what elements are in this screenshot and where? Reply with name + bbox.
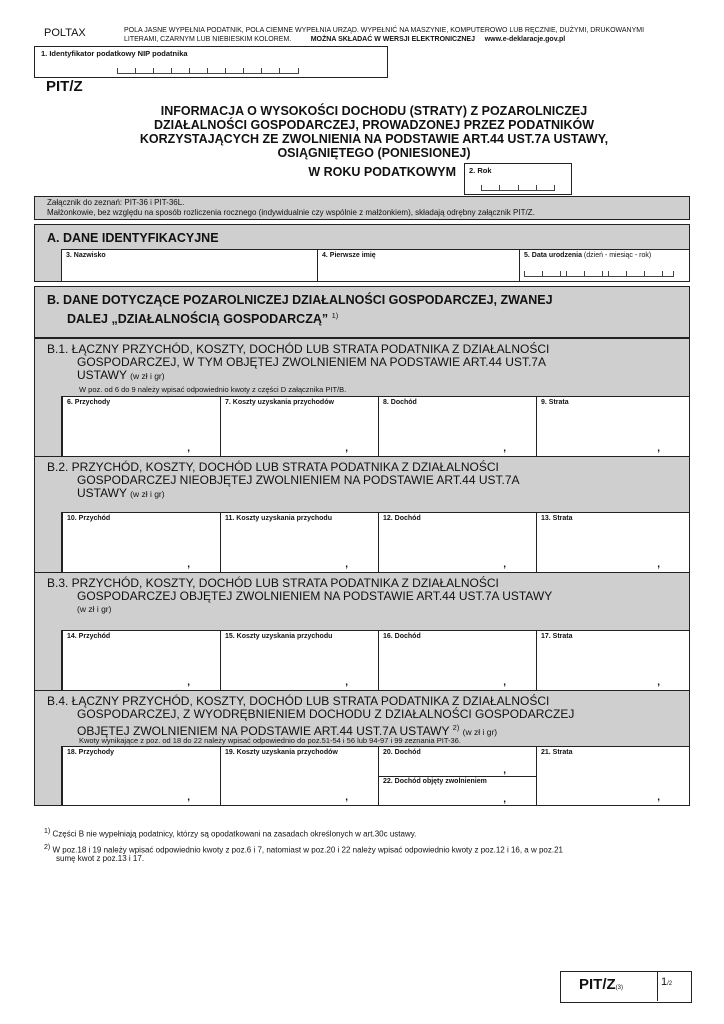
field-14-przychod[interactable] bbox=[62, 631, 220, 690]
birth-date-title: 5. Data urodzenia bbox=[524, 252, 582, 259]
footer-form-code bbox=[579, 976, 623, 993]
nip-label: 1. Identyfikator podatkowy NIP podatnika bbox=[41, 49, 188, 58]
instructions-line-2c: www.e-deklaracje.gov.pl bbox=[484, 36, 566, 43]
b1-note: W poz. od 6 do 9 należy wpisać odpowiednio kwoty z części D załącznika PIT/B. bbox=[79, 385, 347, 394]
section-a-title: A. DANE IDENTYFIKACYJNE bbox=[47, 231, 219, 245]
b2-fields bbox=[62, 512, 690, 572]
footnote-2-cont: sumę kwot z poz.13 i 17. bbox=[56, 854, 145, 863]
field-21-label: 21. Strata bbox=[541, 749, 573, 756]
page-total: /2 bbox=[667, 981, 673, 987]
field-15-label: 15. Koszty uzyskania przychodu bbox=[225, 633, 333, 640]
field-6-label: 6. Przychody bbox=[67, 399, 111, 406]
b3-title-line-1: B.3. PRZYCHÓD, KOSZTY, DOCHÓD LUB STRATA PODATNIKA Z DZIAŁALNOŚCI bbox=[47, 576, 499, 590]
field-9-comma: , bbox=[657, 443, 660, 454]
b1-title-line-3 bbox=[47, 369, 687, 383]
field-17-comma: , bbox=[657, 677, 660, 688]
year-field-label: 2. Rok bbox=[469, 166, 492, 175]
field-14-label: 14. Przychód bbox=[67, 633, 111, 640]
page-current: 1 bbox=[661, 976, 668, 988]
footnote-2-text: W poz.18 i 19 należy wpisać odpowiednio kwoty z poz.6 i 7, natomiast w poz.20 i 22 należy wpisać odpowiednio kwoty z poz.12 i 16, a w poz.21 bbox=[52, 845, 563, 855]
field-19-comma: , bbox=[345, 792, 348, 803]
field-11-comma: , bbox=[345, 559, 348, 570]
b4-title-line-1: B.4. ŁĄCZNY PRZYCHÓD, KOSZTY, DOCHÓD LUB STRATA PODATNIKA Z DZIAŁALNOŚCI bbox=[47, 694, 550, 708]
surname-label: 3. Nazwisko bbox=[66, 252, 106, 259]
field-13-label: 13. Strata bbox=[541, 515, 573, 522]
field-13-comma: , bbox=[657, 559, 660, 570]
field-14-comma: , bbox=[187, 677, 190, 688]
footnote-2-mark: 2) bbox=[44, 844, 51, 851]
title-line-4: OSIĄGNIĘTEGO (PONIESIONEJ) bbox=[277, 146, 471, 160]
b4-title bbox=[47, 695, 687, 739]
field-18-label: 18. Przychody bbox=[67, 749, 115, 756]
field-20-comma: , bbox=[503, 765, 506, 776]
field-15-koszty[interactable] bbox=[220, 631, 378, 690]
field-19-label: 19. Koszty uzyskania przychodów bbox=[225, 749, 338, 756]
birth-date-comb bbox=[524, 270, 674, 277]
b2-title-line-3-text: USTAWY bbox=[77, 486, 127, 500]
section-b-footnote-ref: 1) bbox=[331, 311, 339, 320]
form-code: PIT/Z bbox=[46, 78, 83, 95]
field-11-label: 11. Koszty uzyskania przychodu bbox=[225, 515, 332, 522]
field-6-przychody[interactable] bbox=[62, 397, 220, 456]
field-8-label: 8. Dochód bbox=[383, 399, 417, 406]
field-21-strata[interactable] bbox=[536, 747, 690, 805]
footnote-1-mark: 1) bbox=[44, 828, 51, 835]
footer-divider bbox=[657, 972, 658, 1001]
year-label: W ROKU PODATKOWYM bbox=[308, 165, 456, 179]
b3-fields bbox=[62, 630, 690, 690]
b2-title bbox=[47, 461, 687, 501]
field-22-comma: , bbox=[503, 794, 506, 805]
b4-header bbox=[34, 690, 690, 746]
b4-fields bbox=[62, 746, 690, 806]
nip-comb bbox=[117, 67, 299, 74]
b4-footnote-ref: 2) bbox=[452, 723, 460, 732]
birth-date-field[interactable] bbox=[519, 249, 689, 281]
first-name-label: 4. Pierwsze imię bbox=[322, 252, 376, 259]
footer-code-text: PIT/Z bbox=[579, 976, 616, 993]
b3-header bbox=[34, 572, 690, 630]
field-13-strata[interactable] bbox=[536, 513, 690, 572]
field-22-dochod-zwolniony[interactable] bbox=[379, 776, 536, 805]
field-8-comma: , bbox=[503, 443, 506, 454]
instructions-line-2a: LITERAMI, CZARNYM LUB NIEBIESKIM KOLOREM. bbox=[124, 36, 292, 43]
field-17-label: 17. Strata bbox=[541, 633, 573, 640]
form-title bbox=[80, 104, 668, 160]
instructions-line-2b: MOŻNA SKŁADAĆ W WERSJI ELEKTRONICZNEJ bbox=[310, 36, 475, 43]
page-number bbox=[661, 976, 672, 988]
field-7-comma: , bbox=[345, 443, 348, 454]
b2-title-line-3 bbox=[47, 487, 687, 501]
attachment-line-1: Załącznik do zeznań: PIT-36 i PIT-36L. bbox=[47, 198, 185, 207]
field-12-comma: , bbox=[503, 559, 506, 570]
section-a bbox=[34, 224, 690, 282]
field-10-przychod[interactable] bbox=[62, 513, 220, 572]
field-22-label: 22. Dochód objęty zwolnieniem bbox=[383, 778, 487, 785]
field-20-22-column bbox=[378, 747, 536, 805]
footer-version: (3) bbox=[615, 985, 624, 991]
surname-field[interactable] bbox=[61, 249, 317, 281]
b1-title-line-2: GOSPODARCZEJ, W TYM OBJĘTEJ ZWOLNIENIEM NA PODSTAWIE ART.44 UST.7A bbox=[77, 355, 546, 369]
field-18-comma: , bbox=[187, 792, 190, 803]
title-line-2: DZIAŁALNOŚCI GOSPODARCZEJ, PROWADZONEJ PRZEZ PODATNIKÓW bbox=[153, 118, 595, 132]
field-16-comma: , bbox=[503, 677, 506, 688]
instructions-line-2 bbox=[124, 35, 684, 44]
b2-unit: (w zł i gr) bbox=[130, 489, 165, 499]
b2-header bbox=[34, 456, 690, 512]
b1-title-line-3-text: USTAWY bbox=[77, 368, 127, 382]
field-6-comma: , bbox=[187, 443, 190, 454]
section-b-title-line-2 bbox=[47, 308, 677, 327]
section-b-title-line-2-text: DALEJ „DZIAŁALNOŚCIĄ GOSPODARCZĄ” bbox=[67, 312, 329, 327]
birth-date-label bbox=[524, 252, 651, 259]
field-10-label: 10. Przychód bbox=[67, 515, 111, 522]
section-b bbox=[34, 286, 690, 338]
section-a-fields bbox=[61, 249, 689, 281]
field-18-przychody[interactable] bbox=[62, 747, 220, 805]
field-16-dochod[interactable] bbox=[378, 631, 536, 690]
field-12-dochod[interactable] bbox=[378, 513, 536, 572]
b4-title-line-2: GOSPODARCZEJ, Z WYODRĘBNIENIEM DOCHODU Z DZIAŁALNOŚCI GOSPODARCZEJ bbox=[77, 707, 575, 721]
b3-left-margin bbox=[34, 630, 62, 690]
field-15-comma: , bbox=[345, 677, 348, 688]
birth-date-hint: (dzień - miesiąc - rok) bbox=[583, 252, 652, 259]
b4-unit: (w zł i gr) bbox=[462, 727, 498, 737]
b3-title-line-2: GOSPODARCZEJ OBJĘTEJ ZWOLNIENIEM NA PODSTAWIE ART.44 UST.7A USTAWY bbox=[77, 589, 553, 603]
field-9-label: 9. Strata bbox=[541, 399, 569, 406]
fill-instructions bbox=[124, 26, 684, 44]
b4-note: Kwoty wynikające z poz. od 18 do 22 należy wpisać odpowiednio do poz.51-54 i 56 lub 94-97 i 99 zeznania PIT-36. bbox=[79, 736, 461, 745]
attachment-line-2: Małżonkowie, bez względu na sposób rozliczenia rocznego (indywidualnie czy wspólnie z małżonkiem), składają odrębny załącznik PIT/Z. bbox=[47, 208, 535, 217]
footnote-1-text: Części B nie wypełniają podatnicy, którzy są opodatkowani na zasadach określonych w art.30c ustawy. bbox=[52, 829, 417, 839]
b2-left-margin bbox=[34, 512, 62, 572]
b1-fields bbox=[62, 396, 690, 456]
b1-title-line-1: B.1. ŁĄCZNY PRZYCHÓD, KOSZTY, DOCHÓD LUB STRATA PODATNIKA Z DZIAŁALNOŚCI bbox=[47, 342, 550, 356]
b4-left-margin bbox=[34, 746, 62, 806]
b2-title-line-1: B.2. PRZYCHÓD, KOSZTY, DOCHÓD LUB STRATA PODATNIKA Z DZIAŁALNOŚCI bbox=[47, 460, 499, 474]
first-name-field[interactable] bbox=[317, 249, 519, 281]
field-10-comma: , bbox=[187, 559, 190, 570]
title-line-1: INFORMACJA O WYSOKOŚCI DOCHODU (STRATY) Z POZAROLNICZEJ bbox=[160, 104, 588, 118]
poltax-label: POLTAX bbox=[44, 27, 86, 39]
field-17-strata[interactable] bbox=[536, 631, 690, 690]
footnote-1 bbox=[44, 827, 684, 840]
nip-field[interactable] bbox=[34, 46, 388, 78]
field-20-dochod[interactable] bbox=[379, 747, 536, 777]
field-11-koszty[interactable] bbox=[220, 513, 378, 572]
section-b-title-line-1: B. DANE DOTYCZĄCE POZAROLNICZEJ DZIAŁALNOŚCI GOSPODARCZEJ, ZWANEJ bbox=[47, 293, 553, 307]
title-line-3: KORZYSTAJĄCYCH ZE ZWOLNIENIA NA PODSTAWIE ART.44 UST.7A USTAWY, bbox=[139, 132, 609, 146]
field-12-label: 12. Dochód bbox=[383, 515, 421, 522]
b3-unit: (w zł i gr) bbox=[77, 604, 112, 614]
field-16-label: 16. Dochód bbox=[383, 633, 421, 640]
field-7-label: 7. Koszty uzyskania przychodów bbox=[225, 399, 334, 406]
field-20-label: 20. Dochód bbox=[383, 749, 421, 756]
b1-title bbox=[47, 343, 687, 383]
field-7-koszty[interactable] bbox=[220, 397, 378, 456]
b1-unit: (w zł i gr) bbox=[130, 371, 165, 381]
b1-header bbox=[34, 338, 690, 396]
b4-title-line-3-text: OBJĘTEJ ZWOLNIENIEM NA PODSTAWIE ART.44 UST.7A USTAWY bbox=[77, 724, 450, 738]
page-footer bbox=[560, 971, 692, 1003]
field-19-koszty[interactable] bbox=[220, 747, 378, 805]
field-8-dochod[interactable] bbox=[378, 397, 536, 456]
year-field[interactable] bbox=[464, 163, 572, 195]
year-comb bbox=[481, 184, 555, 191]
field-9-strata[interactable] bbox=[536, 397, 690, 456]
field-21-comma: , bbox=[657, 792, 660, 803]
instructions-line-1: POLA JASNE WYPEŁNIA PODATNIK, POLA CIEMNE WYPEŁNIA URZĄD. WYPEŁNIĆ NA MASZYNIE, KOMPUTEROWO LUB RĘCZNIE, DUŻYMI, DRUKOWANYMI bbox=[124, 27, 645, 34]
b1-left-margin bbox=[34, 396, 62, 456]
section-b-title bbox=[47, 292, 677, 327]
attachment-info bbox=[34, 196, 690, 220]
b2-title-line-2: GOSPODARCZEJ NIEOBJĘTEJ ZWOLNIENIEM NA PODSTAWIE ART.44 UST.7A bbox=[77, 473, 520, 487]
b3-title bbox=[47, 577, 687, 616]
